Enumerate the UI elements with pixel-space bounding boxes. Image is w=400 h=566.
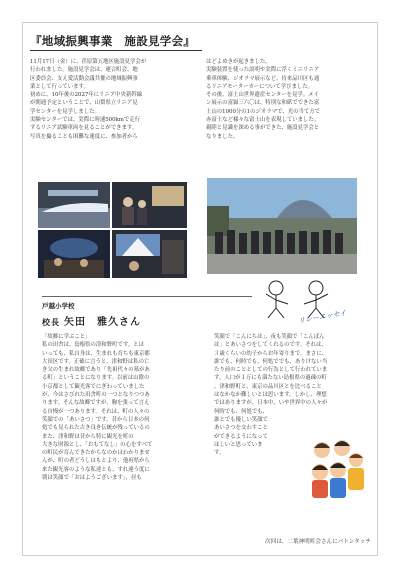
- article-right-line: ン展示の富嶽三六〇は、特別な和紙でできた富: [206, 100, 320, 107]
- essay-right-line: ができるようになって: [214, 433, 268, 440]
- essay-right-line: 何時でも、何処でも、: [214, 408, 268, 415]
- essay-right-line: 誰でも、何時でも、何処ででも、ありけない当: [214, 358, 328, 365]
- essay-left-line: の町民が育んできたからなのかはわかりませ: [42, 450, 150, 457]
- next-relay-note: 次回は、二葉神明町会さんにバトンタッチ: [265, 539, 371, 545]
- photo-linear-train: [38, 182, 110, 228]
- article-left-line: 写真を撮ることも困難な速度に、参加者から: [30, 133, 138, 140]
- essay-left-line: 朝は笑顔で「おはようございます」、昼も: [42, 475, 142, 482]
- article-left-line: 実験センターでは、実際に時速500kmで走行: [30, 117, 141, 124]
- essay-left-line: 「故郷に学ぶこと」: [42, 334, 91, 340]
- article-left-line: 業として行っています。: [30, 83, 89, 90]
- article-right-line: 実験装置を使った説明や実際に浮くミニリニア: [206, 67, 320, 74]
- essay-right-line: たり前のこととしての行為として行われていま: [214, 367, 328, 374]
- article-left-line: 11月17日（金）に、荏原第五地区施設見学会が: [30, 59, 147, 65]
- essay-left-line: 小京都として観光客でにぎわっていました: [42, 383, 145, 390]
- article-right-line: 親睦と見識を深める事ができた、施設見学会と: [206, 125, 320, 132]
- article-right-line: なりました。: [206, 133, 239, 140]
- essay-right-line: す。人口が１万にも満たない島根県の過疎の町: [214, 375, 327, 382]
- principal-heading: [42, 313, 141, 328]
- article-right-line: その後、富士山世界遺産センターを見学。メイ: [206, 92, 319, 99]
- essay-left-line: が、今はさびれた田舎町の一つとなりつつあ: [42, 392, 150, 399]
- essay-right-line: ではありますが、日本中、いや世界中の人々が: [214, 400, 328, 407]
- photo-exhibition-hall: [38, 230, 110, 278]
- essay-left-line: 来た観光客のような私達とも、すれ違う度に: [42, 466, 150, 473]
- children-illustration: [308, 436, 366, 500]
- principal-role: 校長: [42, 317, 60, 327]
- principal-name: 矢田 雅久さん: [64, 317, 141, 328]
- essay-left-line: き父の生まれ故郷であり「先祖代々の墓があ: [42, 367, 150, 374]
- article-right-line: 乗車体験、ジオラマ展示など、待来品川区も通: [206, 75, 320, 82]
- essay-left-line: いっても、私自身は、生まれも育ちも東京都: [42, 350, 150, 357]
- photo-group: [207, 178, 357, 274]
- section-separator: [42, 296, 252, 297]
- title-underline: [30, 50, 202, 51]
- relay-essay-label: リレーエッセイ: [297, 308, 347, 326]
- essay-right-line: は」とあいさつをしてくれるのです。それは、: [214, 342, 327, 349]
- essay-left-column: [42, 333, 208, 482]
- article-title: 『地域振興事業 施設見学会』: [30, 34, 196, 48]
- article-right-line: はどよめきが起きました。: [206, 59, 271, 65]
- essay-right-line: ３歳くらいの幼子からお年寄りまで。まさに、: [214, 350, 328, 357]
- essay-right-line: 笑顔で「こんにちは」、夜も笑顔で「こんばん: [214, 334, 325, 340]
- essay-right-line: 誰とでも優しい笑顔で: [214, 416, 268, 423]
- essay-right-line: 、津和野町と、東京の品川区とを比べること: [214, 383, 322, 390]
- essay-left-line: んが、町の者どうしはもとより、他府県から: [42, 458, 150, 465]
- article-left-line: するリニア試験車両を見ることができます。: [30, 125, 138, 132]
- essay-left-line: 大田区です。正確に言うと、津和野は私の亡: [42, 358, 150, 365]
- essay-left-line: 処でも見られた古き良き伝統が残っているの: [42, 425, 150, 432]
- essay-left-line: また、津和野は昔から特に観光を町の: [42, 433, 134, 440]
- essay-left-line: 笑顔での「あいさつ」です。昔から日本の何: [42, 416, 150, 423]
- article-left-line: 学センターを見学しました。: [30, 108, 100, 115]
- article-left-line: 初めに、10年後の2027年にリニア中央新幹線: [30, 92, 143, 99]
- essay-left-line: 私の田舎は、島根県の津和野町です。とは: [42, 342, 144, 349]
- essay-left-line: 大きな財源とし、「おもてなし」の心をすべて: [42, 441, 153, 448]
- article-left-column: [30, 58, 197, 141]
- photo-visitors-inside: [112, 182, 187, 228]
- essay-left-line: る自慢が一つあります。それは、町の人々の: [42, 408, 150, 415]
- article-left-line: 区委員会、支え愛活動会議共催の地域振興事: [30, 75, 138, 82]
- essay-right-line: す。: [214, 450, 225, 457]
- essay-right-line: あいさつを交わすこと: [214, 425, 268, 432]
- essay-right-line: はなかなか難しいとは思います。しかし、理想: [214, 392, 327, 399]
- article-left-line: 行われました。施設見学会は、運合町会、地: [30, 67, 138, 74]
- photo-fuji-diorama: [112, 230, 187, 278]
- article-right-line: 士山の1000分の1のジオラマで、光の当て方で: [206, 108, 321, 115]
- essay-left-line: る町」ということになります。以前は山陰の: [42, 375, 150, 382]
- school-name: 戸越小学校: [42, 302, 75, 310]
- essay-left-line: ります。そんな故郷ですが、胸を張って言え: [42, 400, 150, 407]
- article-left-line: が開通予定ということで、山梨県立リニア見: [30, 100, 138, 107]
- article-right-column: [206, 58, 366, 141]
- essay-right-line: ほしいと思っていま: [214, 441, 263, 448]
- article-right-line: るリニアモーターカーについて学びました。: [206, 83, 314, 90]
- article-right-line: 赤富士など様々な富士山を表現していました。: [206, 117, 320, 124]
